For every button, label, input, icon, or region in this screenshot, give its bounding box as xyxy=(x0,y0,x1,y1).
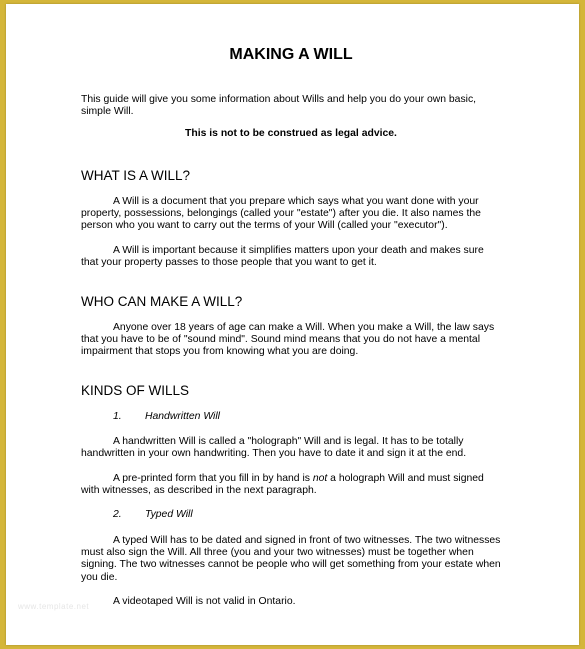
disclaimer: This is not to be construed as legal advice. xyxy=(185,128,397,139)
what-is-a-will-paragraph-2: A Will is important because it simplifies matters upon your death and makes sure that your property passes to those people that you want to get it. xyxy=(81,245,484,269)
watermark: www.template.net xyxy=(18,602,90,611)
section-heading-what-is-a-will: WHAT IS A WILL? xyxy=(81,168,191,183)
subheading-typed-will xyxy=(113,509,193,521)
typed-will-paragraph-2: A videotaped Will is not valid in Ontario. xyxy=(113,596,296,607)
section-heading-kinds-of-wills: KINDS OF WILLS xyxy=(81,383,190,398)
text-span: a holograph Will and must signed with witnesses, as described in the next paragraph. xyxy=(81,473,484,497)
who-can-make-a-will-paragraph: Anyone over 18 years of age can make a Will. When you make a Will, the law says that you have to be of "sound mind". Sound mind means that you do not have a mental impairment that stops you from knowing what you are doing. xyxy=(81,322,495,358)
emphasis-not: not xyxy=(312,473,328,484)
handwritten-will-paragraph-2 xyxy=(81,473,501,497)
typed-will-paragraph-1: A typed Will has to be dated and signed in front of two witnesses. The two witnesses must also sign the Will. All three (you and your two witnesses) must be together when signing. The two witnesses cannot be people who will get something from your estate when you die. xyxy=(81,535,501,583)
subheading-number: 1. xyxy=(113,411,122,422)
what-is-a-will-paragraph-1: A Will is a document that you prepare which says what you want done with your property, possessions, belongings (called your "estate") after you die. It also names the person who you want to carry out the terms of your Will (called your "executor"). xyxy=(81,196,481,232)
text-span: A pre-printed form that you fill in by hand is xyxy=(113,473,313,484)
handwritten-will-paragraph-1: A handwritten Will is called a "holograph" Will and is legal. It has to be totally handwritten in your own handwriting. Then you have to date it and sign it at the end. xyxy=(81,436,467,460)
document-title: MAKING A WILL xyxy=(229,46,353,63)
document-page xyxy=(6,4,579,645)
subheading-title: Typed Will xyxy=(145,509,193,520)
section-heading-who-can-make-a-will: WHO CAN MAKE A WILL? xyxy=(81,294,243,309)
subheading-number: 2. xyxy=(113,509,122,520)
subheading-title: Handwritten Will xyxy=(145,411,220,422)
intro-paragraph: This guide will give you some information about Wills and help you do your own basic, simple Will. xyxy=(81,94,477,118)
subheading-handwritten-will xyxy=(113,411,220,423)
